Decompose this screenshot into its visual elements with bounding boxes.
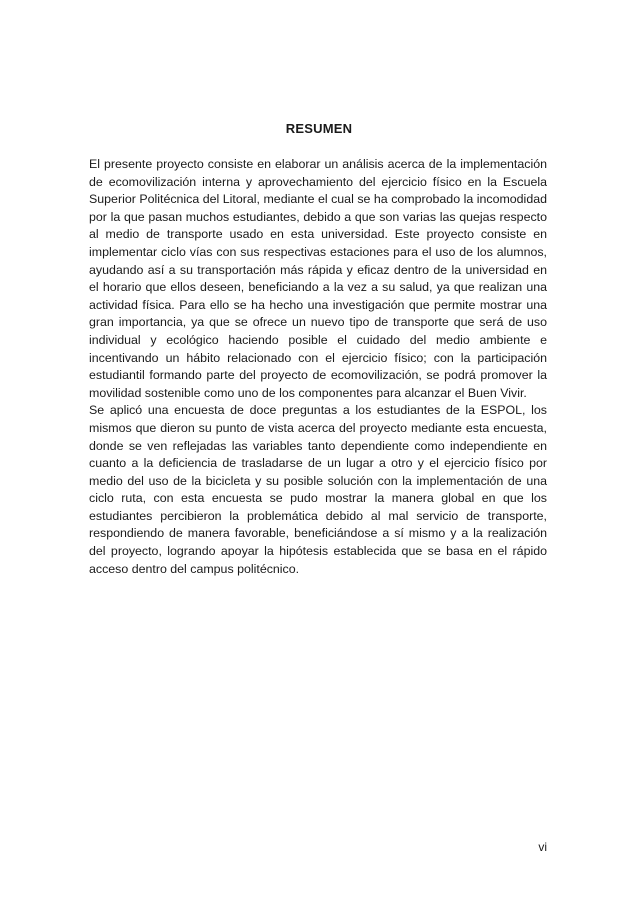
abstract-paragraph-1: El presente proyecto consiste en elaborar un análisis acerca de la implementación de ecomovilización interna y aprovechamiento del ejercicio físico en la Escuela Superior Politécnica del Litoral, mediante el cual se ha comprobado la incomodidad por la que pasan muchos estudiantes, debido a que son varias las quejas respecto al medio de transporte usado en esta universidad. Este proyecto consiste en implementar ciclo vías con sus respectivas estaciones para el uso de los alumnos, ayudando así a su transportación más rápida y eficaz dentro de la universidad en el horario que ellos deseen, beneficiando a la vez a su salud, ya que realizan una actividad física. Para ello se ha hecho una investigación que permite mostrar una gran importancia, ya que se ofrece un nuevo tipo de transporte que será de uso individual y ecológico haciendo posible el cuidado del medio ambiente e incentivando un hábito relacionado con el ejercicio físico; con la participación estudiantil formando parte del proyecto de ecomovilización, se podrá promover la movilidad sostenible como uno de los componentes para alcanzar el Buen Vivir.	[89, 157, 547, 400]
page-number: vi	[538, 840, 547, 854]
abstract-body	[89, 156, 547, 578]
page-title: RESUMEN	[285, 121, 353, 136]
abstract-paragraph-2: Se aplicó una encuesta de doce preguntas a los estudiantes de la ESPOL, los mismos que dieron su punto de vista acerca del proyecto mediante esta encuesta, donde se ven reflejadas las variables tanto dependiente como independiente en cuanto a la deficiencia de trasladarse de un lugar a otro y el ejercicio físico por medio del uso de la bicicleta y su posible solución con la implementación de una ciclo ruta, con esta encuesta se pudo mostrar la manera global en que los estudiantes percibieron la problemática debido al mal servicio de transporte, respondiendo de manera favorable, beneficiándose a sí mismo y a la realización del proyecto, logrando apoyar la hipótesis establecida que se basa en el rápido acceso dentro del campus politécnico.	[89, 403, 547, 576]
